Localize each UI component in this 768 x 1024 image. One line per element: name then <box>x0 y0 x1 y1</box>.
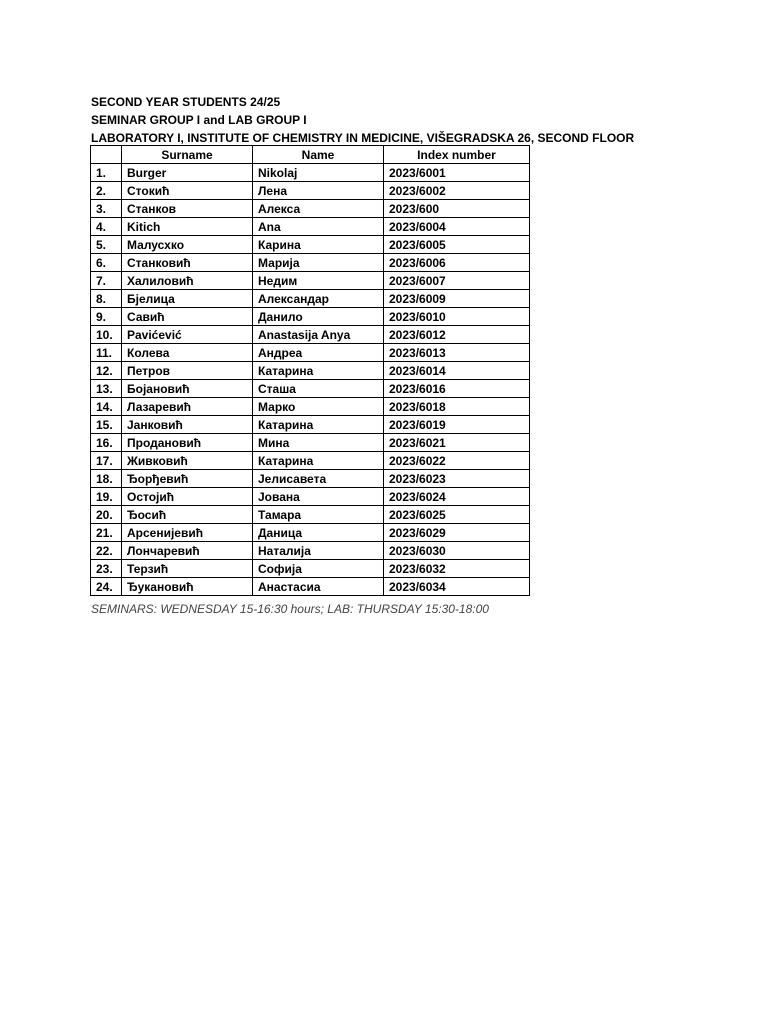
col-header-surname: Surname <box>122 146 253 164</box>
index-cell: 2023/6032 <box>384 560 530 578</box>
index-cell: 2023/6001 <box>384 164 530 182</box>
student-table <box>90 145 530 596</box>
index-cell: 2023/6025 <box>384 506 530 524</box>
location-line: LABORATORY I, INSTITUTE OF CHEMISTRY IN MEDICINE, VIŠEGRADSKA 26, SECOND FLOOR <box>91 131 635 145</box>
table-row <box>91 506 530 524</box>
surname-cell: Станков <box>122 200 253 218</box>
surname-cell: Ђосић <box>122 506 253 524</box>
schedule-note: SEMINARS: WEDNESDAY 15-16:30 hours; LAB: THURSDAY 15:30-18:00 <box>91 602 489 616</box>
row-number: 9. <box>91 308 122 326</box>
table-row <box>91 362 530 380</box>
row-number: 1. <box>91 164 122 182</box>
index-cell: 2023/6002 <box>384 182 530 200</box>
table-row <box>91 326 530 344</box>
name-cell: Марија <box>253 254 384 272</box>
table-row <box>91 542 530 560</box>
name-cell: Андреа <box>253 344 384 362</box>
index-cell: 2023/6009 <box>384 290 530 308</box>
surname-cell: Kitich <box>122 218 253 236</box>
row-number: 3. <box>91 200 122 218</box>
surname-cell: Лазаревић <box>122 398 253 416</box>
name-cell: Ana <box>253 218 384 236</box>
table-row <box>91 434 530 452</box>
table-row <box>91 182 530 200</box>
name-cell: Мина <box>253 434 384 452</box>
table-row <box>91 578 530 596</box>
index-cell: 2023/6021 <box>384 434 530 452</box>
surname-cell: Петров <box>122 362 253 380</box>
table-row <box>91 560 530 578</box>
surname-cell: Продановић <box>122 434 253 452</box>
table-row <box>91 488 530 506</box>
row-number: 5. <box>91 236 122 254</box>
index-cell: 2023/6023 <box>384 470 530 488</box>
surname-cell: Burger <box>122 164 253 182</box>
row-number: 2. <box>91 182 122 200</box>
row-number: 22. <box>91 542 122 560</box>
table-row <box>91 290 530 308</box>
name-cell: Анастасиа <box>253 578 384 596</box>
index-cell: 2023/6022 <box>384 452 530 470</box>
document-header <box>91 93 634 147</box>
table-row <box>91 254 530 272</box>
index-cell: 2023/6013 <box>384 344 530 362</box>
table-row <box>91 236 530 254</box>
table-row <box>91 164 530 182</box>
name-cell: Тамара <box>253 506 384 524</box>
table-row <box>91 416 530 434</box>
surname-cell: Јанковић <box>122 416 253 434</box>
name-cell: Наталија <box>253 542 384 560</box>
table-header-row <box>91 146 530 164</box>
name-cell: Јелисавета <box>253 470 384 488</box>
row-number: 7. <box>91 272 122 290</box>
table-row <box>91 398 530 416</box>
index-cell: 2023/6014 <box>384 362 530 380</box>
col-header-index: Index number <box>384 146 530 164</box>
index-cell: 2023/6004 <box>384 218 530 236</box>
index-cell: 2023/6012 <box>384 326 530 344</box>
index-cell: 2023/6010 <box>384 308 530 326</box>
surname-cell: Арсенијевић <box>122 524 253 542</box>
name-cell: Александар <box>253 290 384 308</box>
surname-cell: Ђорђевић <box>122 470 253 488</box>
index-cell: 2023/6018 <box>384 398 530 416</box>
row-number: 18. <box>91 470 122 488</box>
table-row <box>91 524 530 542</box>
row-number: 17. <box>91 452 122 470</box>
table-row <box>91 380 530 398</box>
row-number: 24. <box>91 578 122 596</box>
name-cell: Данило <box>253 308 384 326</box>
table-body <box>91 164 530 596</box>
surname-cell: Колева <box>122 344 253 362</box>
row-number: 6. <box>91 254 122 272</box>
row-number: 8. <box>91 290 122 308</box>
group-line: SEMINAR GROUP I and LAB GROUP I <box>91 113 307 127</box>
surname-cell: Стокић <box>122 182 253 200</box>
index-cell: 2023/6007 <box>384 272 530 290</box>
col-header-name: Name <box>253 146 384 164</box>
row-number: 12. <box>91 362 122 380</box>
name-cell: Сташа <box>253 380 384 398</box>
name-cell: Даница <box>253 524 384 542</box>
name-cell: Nikolaj <box>253 164 384 182</box>
name-cell: Карина <box>253 236 384 254</box>
surname-cell: Pavićević <box>122 326 253 344</box>
table-row <box>91 308 530 326</box>
doc-title: SECOND YEAR STUDENTS 24/25 <box>91 95 281 109</box>
index-cell: 2023/6005 <box>384 236 530 254</box>
row-number: 13. <box>91 380 122 398</box>
name-cell: Марко <box>253 398 384 416</box>
index-cell: 2023/6016 <box>384 380 530 398</box>
col-header-number <box>91 146 122 164</box>
name-cell: Катарина <box>253 416 384 434</box>
table-row <box>91 344 530 362</box>
table-row <box>91 200 530 218</box>
name-cell: Јована <box>253 488 384 506</box>
name-cell: Лена <box>253 182 384 200</box>
surname-cell: Бојановић <box>122 380 253 398</box>
row-number: 10. <box>91 326 122 344</box>
index-cell: 2023/6030 <box>384 542 530 560</box>
index-cell: 2023/6024 <box>384 488 530 506</box>
surname-cell: Ђукановић <box>122 578 253 596</box>
row-number: 20. <box>91 506 122 524</box>
name-cell: Катарина <box>253 362 384 380</box>
surname-cell: Бјелица <box>122 290 253 308</box>
name-cell: Алекса <box>253 200 384 218</box>
row-number: 14. <box>91 398 122 416</box>
index-cell: 2023/6029 <box>384 524 530 542</box>
row-number: 21. <box>91 524 122 542</box>
surname-cell: Савић <box>122 308 253 326</box>
table-row <box>91 218 530 236</box>
table-row <box>91 470 530 488</box>
name-cell: Катарина <box>253 452 384 470</box>
name-cell: Anastasija Anya <box>253 326 384 344</box>
name-cell: Недим <box>253 272 384 290</box>
index-cell: 2023/6006 <box>384 254 530 272</box>
surname-cell: Лончаревић <box>122 542 253 560</box>
table-row <box>91 272 530 290</box>
index-cell: 2023/6019 <box>384 416 530 434</box>
surname-cell: Остојић <box>122 488 253 506</box>
row-number: 16. <box>91 434 122 452</box>
table-row <box>91 452 530 470</box>
surname-cell: Станковић <box>122 254 253 272</box>
row-number: 15. <box>91 416 122 434</box>
surname-cell: Халиловић <box>122 272 253 290</box>
row-number: 4. <box>91 218 122 236</box>
index-cell: 2023/6034 <box>384 578 530 596</box>
surname-cell: Терзић <box>122 560 253 578</box>
name-cell: Софија <box>253 560 384 578</box>
row-number: 19. <box>91 488 122 506</box>
index-cell: 2023/600 <box>384 200 530 218</box>
row-number: 23. <box>91 560 122 578</box>
surname-cell: Малусхко <box>122 236 253 254</box>
row-number: 11. <box>91 344 122 362</box>
surname-cell: Живковић <box>122 452 253 470</box>
